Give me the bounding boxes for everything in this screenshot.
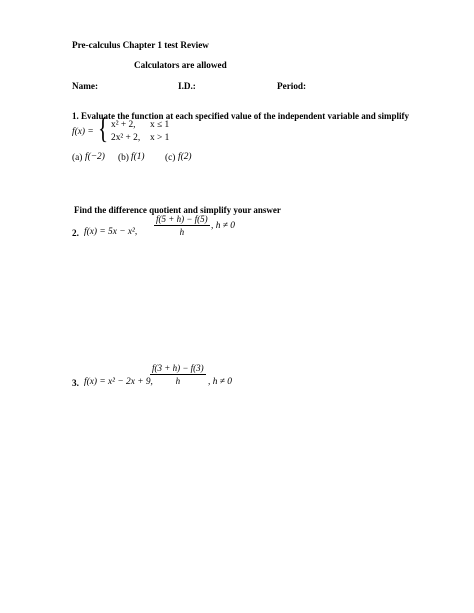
question-2-number: 2. bbox=[72, 228, 79, 238]
q1-case-1-condition: x ≤ 1 bbox=[150, 120, 170, 130]
document-title: Pre-calculus Chapter 1 test Review bbox=[72, 40, 209, 50]
q1-function-lhs: f(x) = bbox=[72, 127, 94, 137]
q3-denominator: h bbox=[175, 376, 181, 386]
q2-condition: , h ≠ 0 bbox=[211, 221, 235, 231]
q1-part-b-label: (b) bbox=[118, 153, 129, 163]
q1-part-a-expression: f(−2) bbox=[85, 152, 105, 162]
q3-function: f(x) = x² − 2x + 9, bbox=[84, 377, 153, 387]
question-1-prompt: 1. Evaluate the function at each specified value of the independent variable and simplify bbox=[72, 111, 410, 121]
name-label: Name: bbox=[72, 81, 99, 91]
q1-part-c-label: (c) bbox=[165, 153, 176, 163]
id-label: I.D.: bbox=[178, 81, 196, 91]
q1-piecewise-brace: { bbox=[98, 112, 109, 145]
q3-difference-quotient bbox=[150, 363, 206, 386]
q1-part-b-expression: f(1) bbox=[131, 152, 145, 162]
calculators-note: Calculators are allowed bbox=[134, 60, 227, 70]
q1-case-2-condition: x > 1 bbox=[150, 133, 170, 143]
q1-case-1-expression: x² + 2, bbox=[111, 120, 136, 130]
period-label: Period: bbox=[277, 81, 307, 91]
q1-part-c-expression: f(2) bbox=[178, 152, 192, 162]
q2-function: f(x) = 5x − x², bbox=[84, 227, 138, 237]
question-3-number: 3. bbox=[72, 378, 79, 388]
q3-condition: , h ≠ 0 bbox=[208, 377, 232, 387]
q1-case-2-expression: 2x² + 2, bbox=[111, 133, 141, 143]
q2-denominator: h bbox=[179, 227, 185, 237]
q3-numerator: f(3 + h) − f(3) bbox=[152, 363, 204, 373]
q2-difference-quotient bbox=[154, 214, 210, 237]
q2-numerator: f(5 + h) − f(5) bbox=[156, 214, 208, 224]
difference-quotient-heading: Find the difference quotient and simplify your answer bbox=[74, 205, 281, 215]
q1-part-a-label: (a) bbox=[72, 153, 83, 163]
